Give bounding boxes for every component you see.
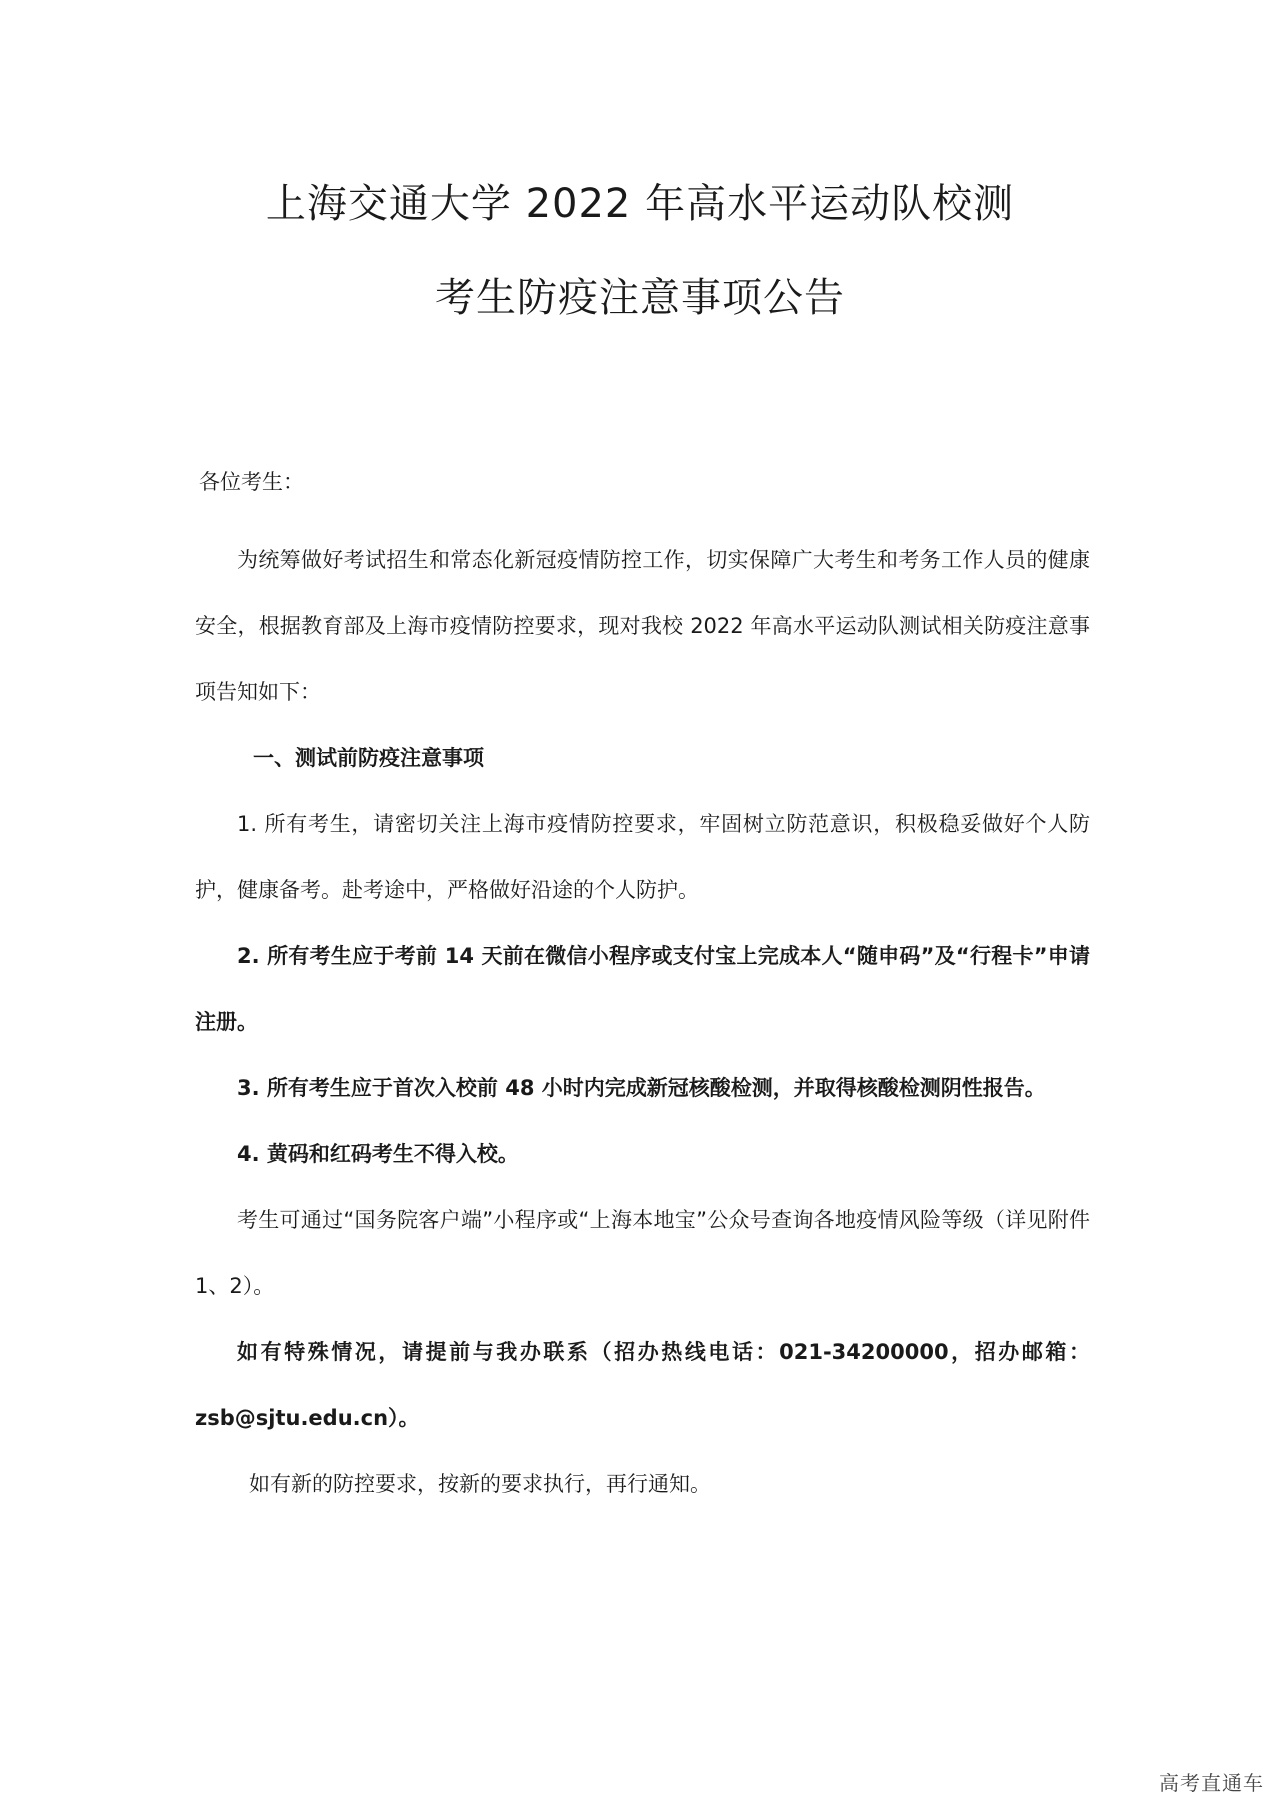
list-item-2: 2. 所有考生应于考前 14 天前在微信小程序或支付宝上完成本人“随申码”及“行程卡”申请注册。 xyxy=(195,944,1090,1034)
contact-paragraph: 如有特殊情况，请提前与我办联系（招办热线电话：021-34200000，招办邮箱：zsb@sjtu.edu.cn）。 xyxy=(195,1340,1090,1430)
list-item-3: 3. 所有考生应于首次入校前 48 小时内完成新冠核酸检测，并取得核酸检测阴性报告。 xyxy=(237,1076,1046,1100)
notice-body xyxy=(195,449,1090,1517)
section-heading-1: 一、测试前防疫注意事项 xyxy=(253,746,484,770)
watermark-label: 高考直通车 xyxy=(1159,1771,1264,1795)
title-line-2: 考生防疫注意事项公告 xyxy=(435,275,845,321)
notice-title xyxy=(0,180,1280,322)
salutation: 各位考生： xyxy=(199,470,304,494)
list-item-1: 1. 所有考生，请密切关注上海市疫情防控要求，牢固树立防范意识，积极稳妥做好个人防护，健康备考。赴考途中，严格做好沿途的个人防护。 xyxy=(195,812,1090,902)
list-item-4: 4. 黄码和红码考生不得入校。 xyxy=(237,1142,519,1166)
intro-paragraph: 为统筹做好考试招生和常态化新冠疫情防控工作，切实保障广大考生和考务工作人员的健康安全，根据教育部及上海市疫情防控要求，现对我校 2022 年高水平运动队测试相关防疫注意事项告知如下： xyxy=(195,548,1090,704)
closing-paragraph: 如有新的防控要求，按新的要求执行，再行通知。 xyxy=(249,1472,711,1496)
title-line-1: 上海交通大学 2022 年高水平运动队校测 xyxy=(265,181,1015,227)
risk-query-paragraph: 考生可通过“国务院客户端”小程序或“上海本地宝”公众号查询各地疫情风险等级（详见附件 1、2）。 xyxy=(195,1208,1090,1298)
